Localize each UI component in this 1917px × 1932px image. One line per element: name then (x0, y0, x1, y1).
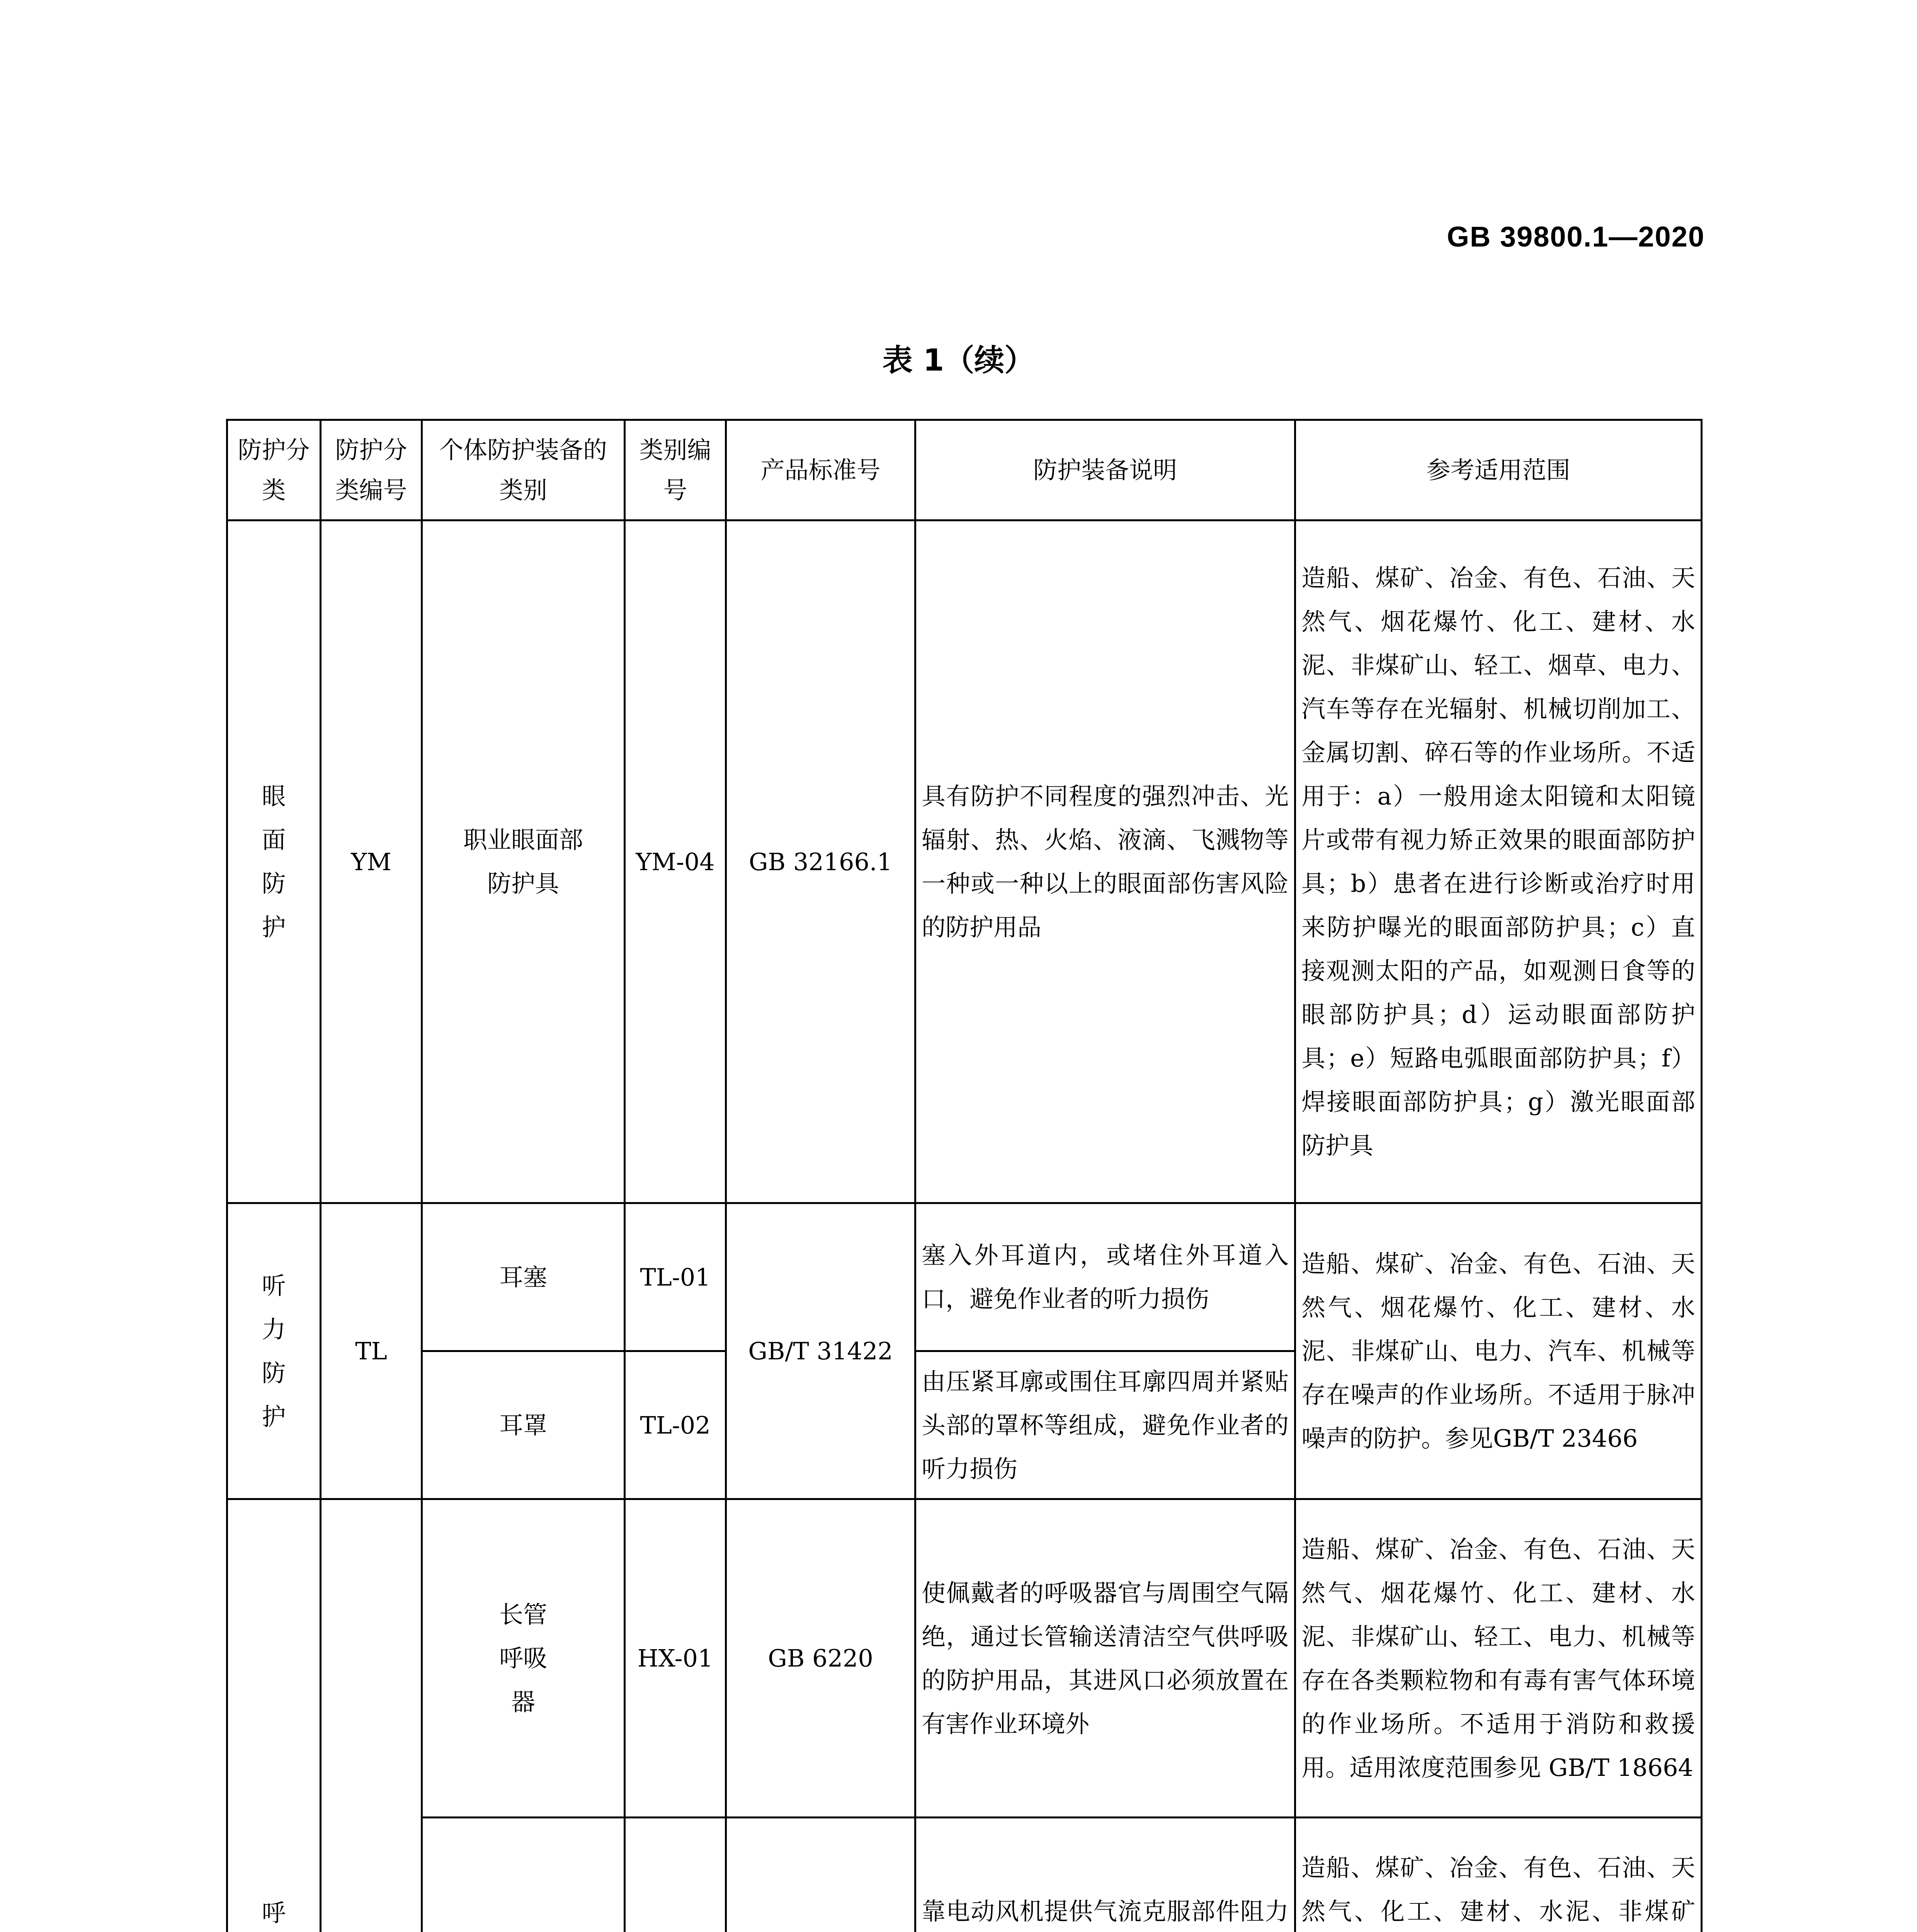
category-code-cell: YM (321, 520, 422, 1203)
scope-cell: 造船、煤矿、冶金、有色、石油、天然气、化工、建材、水泥、非煤矿 (1295, 1818, 1702, 1932)
scope-cell: 造船、煤矿、冶金、有色、石油、天然气、烟花爆竹、化工、建材、水泥、非煤矿山、电力、汽车、机械等存在噪声的作业场所。不适用于脉冲噪声的防护。参见GB/T 23466 (1295, 1203, 1702, 1499)
category-code-cell: TL (321, 1203, 422, 1499)
category-cell: 听力防护 (227, 1203, 321, 1499)
table-row (227, 1818, 1702, 1932)
type-code-cell: TL-01 (625, 1203, 726, 1351)
col-header-standard: 产品标准号 (726, 420, 915, 520)
scope-cell: 造船、煤矿、冶金、有色、石油、天然气、烟花爆竹、化工、建材、水泥、非煤矿山、轻工、烟草、电力、汽车等存在光辐射、机械切削加工、金属切割、碎石等的作业场所。不适用于：a）一般用途太阳镜和太阳镜片或带有视力矫正效果的眼面部防护具；b）患者在进行诊断或治疗时用来防护曝光的眼面部防护具；c）直接观测太阳的产品，如观测日食等的眼部防护具；d）运动眼面部防护具；e）短路电弧眼面部防护具；f）焊接眼面部防护具；g）激光眼面部防护具 (1295, 520, 1702, 1203)
col-header-scope: 参考适用范围 (1295, 420, 1702, 520)
standard-cell: GB 32166.1 (726, 520, 915, 1203)
type-code-cell: TL-02 (625, 1351, 726, 1499)
table-row (227, 1203, 1702, 1351)
table-row (227, 1499, 1702, 1818)
table-caption: 表 1（续） (882, 343, 1035, 378)
ppe-table (226, 419, 1703, 1932)
standard-cell (726, 1818, 915, 1932)
category-cell: 呼 (227, 1499, 321, 1932)
description-cell: 由压紧耳廓或围住耳廓四周并紧贴头部的罩杯等组成，避免作业者的听力损伤 (915, 1351, 1295, 1499)
type-code-cell: YM-04 (625, 520, 726, 1203)
type-code-cell: HX-01 (625, 1499, 726, 1818)
type-cell: 长管呼吸器 (422, 1499, 625, 1818)
col-header-description: 防护装备说明 (915, 420, 1295, 520)
description-cell: 塞入外耳道内，或堵住外耳道入口，避免作业者的听力损伤 (915, 1203, 1295, 1351)
col-header-type: 个体防护装备的类别 (422, 420, 625, 520)
category-code-cell (321, 1499, 422, 1932)
category-cell: 眼面防护 (227, 520, 321, 1203)
scope-cell: 造船、煤矿、冶金、有色、石油、天然气、烟花爆竹、化工、建材、水泥、非煤矿山、轻工、电力、机械等存在各类颗粒物和有毒有害气体环境的作业场所。不适用于消防和救援用。适用浓度范围参见 GB/T 18664 (1295, 1499, 1702, 1818)
col-header-category-code: 防护分类编号 (321, 420, 422, 520)
standard-cell: GB 6220 (726, 1499, 915, 1818)
description-cell: 靠电动风机提供气流克服部件阻力 (915, 1818, 1295, 1932)
col-header-category: 防护分类 (227, 420, 321, 520)
description-cell: 具有防护不同程度的强烈冲击、光辐射、热、火焰、液滴、飞溅物等一种或一种以上的眼面部伤害风险的防护用品 (915, 520, 1295, 1203)
type-cell: 耳罩 (422, 1351, 625, 1499)
type-cell: 耳塞 (422, 1203, 625, 1351)
header-row (227, 420, 1702, 520)
type-cell (422, 1818, 625, 1932)
type-cell: 职业眼面部防护具 (422, 520, 625, 1203)
document-id: GB 39800.1—2020 (1447, 221, 1705, 253)
col-header-type-code: 类别编号 (625, 420, 726, 520)
table-row (227, 520, 1702, 1203)
description-cell: 使佩戴者的呼吸器官与周围空气隔绝，通过长管输送清洁空气供呼吸的防护用品，其进风口必须放置在有害作业环境外 (915, 1499, 1295, 1818)
type-code-cell (625, 1818, 726, 1932)
standard-cell: GB/T 31422 (726, 1203, 915, 1499)
